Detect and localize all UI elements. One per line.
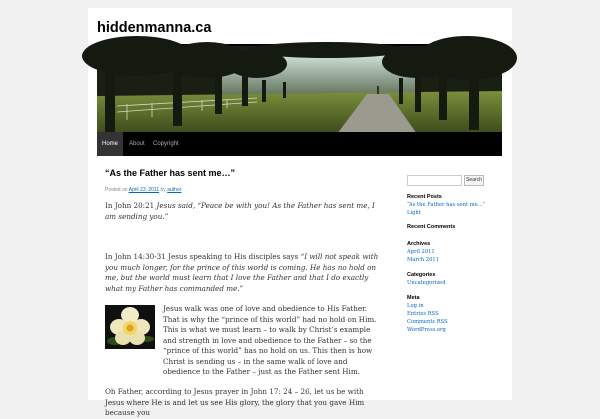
paragraph-2-text: In John 14:30-31 Jesus speaking to His disciples says [105,252,301,261]
paragraph-1 [105,201,383,222]
widget-title-categories: Categories [407,272,436,278]
meta-link-wordpress[interactable]: WordPress.org [407,327,446,333]
recent-post-link[interactable]: “As the Father has sent me…” [407,202,486,208]
main-navigation [97,132,502,156]
paragraph-1-quote: Jesus said, “Peace be with you! As the Father has sent me, I am sending you.” [105,201,375,221]
meta-by: by [160,187,166,193]
archive-link[interactable]: March 2011 [407,257,439,263]
search-input[interactable] [407,175,462,186]
widget-title-archives: Archives [407,241,431,247]
site-title[interactable]: hiddenmanna.ca [97,20,212,36]
post-meta [105,187,181,193]
paragraph-1-text: In John 20:21 [105,201,157,210]
meta-posted-on: Posted on [105,187,128,193]
nav-item-home[interactable]: Home [97,132,123,156]
page-wrapper [88,8,512,417]
meta-link-comments-rss[interactable]: Comments RSS [407,319,448,325]
nav-item-copyright[interactable]: Copyright [153,141,179,147]
widget-title-recent-comments: Recent Comments [407,224,456,230]
nav-item-about[interactable]: About [129,141,145,147]
meta-link-login[interactable]: Log in [407,303,424,309]
widget-title-meta: Meta [407,295,420,301]
meta-link-entries-rss[interactable]: Entries RSS [407,311,439,317]
post-author-link[interactable]: author [167,187,182,193]
post-title[interactable]: “As the Father has sent me…” [105,168,236,178]
recent-post-link[interactable]: Light [407,210,421,216]
category-link[interactable]: Uncategorized [407,280,446,286]
post-date-link[interactable]: April 23, 2011 [128,187,160,193]
flower-image [105,305,155,349]
search-button[interactable]: Search [464,175,484,186]
paragraph-2-quote: “I will not speak with you much longer, for the prince of this world is coming. He has no hold on me, but the world must learn that I love the Father and that I do exactly what my Father has commanded me.” [105,252,379,293]
header-image [97,44,502,134]
widget-title-recent-posts: Recent Posts [407,194,442,200]
paragraph-3: Jesus walk was one of love and obedience to His Father. That is why the “prince of this world” had no hold on Him. This is what we must learn – to walk by Christ’s example and strength in love and obedience to the Father – so the “prince of this world” has no hold on us. This then is how Christ is sending us – in the same walk of love and obedience to the Father – just as the Father sent Him. [163,304,377,376]
archive-link[interactable]: April 2011 [407,249,435,255]
paragraph-4: Oh Father, according to Jesus prayer in John 17: 24 – 26, let us be with Jesus where He is and let us see His glory, the glory that you gave Him because you [105,387,365,417]
paragraph-2 [105,252,383,294]
